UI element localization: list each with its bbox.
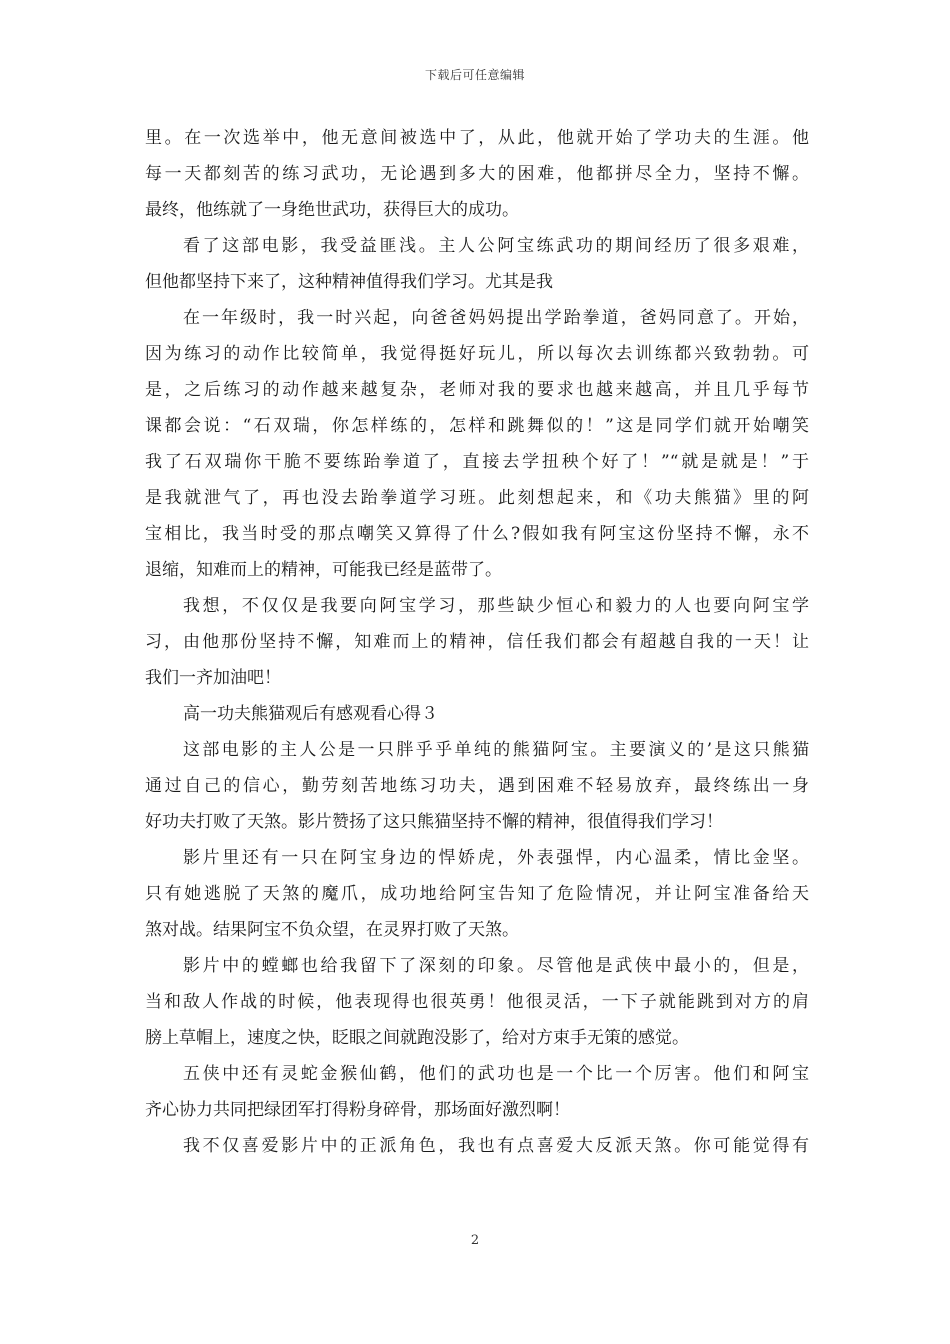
text-line: 影片中的螳螂也给我留下了深刻的印象。尽管他是武侠中最小的，但是， xyxy=(183,956,809,976)
text-line: 习，由他那份坚持不懈，知难而上的精神，信任我们都会有超越自我的一天！让 xyxy=(145,632,809,652)
text-line: 退缩，知难而上的精神，可能我已经是蓝带了。 xyxy=(145,560,502,580)
text-line: 只有她逃脱了天煞的魔爪，成功地给阿宝告知了危险情况，并让阿宝准备给天 xyxy=(145,884,809,904)
paragraph xyxy=(145,840,809,948)
text-line: 我不仅喜爱影片中的正派角色，我也有点喜爱大反派天煞。你可能觉得有 xyxy=(183,1136,809,1156)
text-line: 这部电影的主人公是一只胖乎乎单纯的熊猫阿宝。主要演义的’是这只熊猫 xyxy=(183,740,809,760)
text-line: 高一功夫熊猫观后有感观看心得３ xyxy=(183,704,438,724)
paragraph xyxy=(145,948,809,1056)
text-line: 看了这部电影，我受益匪浅。主人公阿宝练武功的期间经历了很多艰难， xyxy=(183,236,809,256)
text-line: 五侠中还有灵蛇金猴仙鹤，他们的武功也是一个比一个厉害。他们和阿宝 xyxy=(183,1064,809,1084)
paragraph xyxy=(145,1056,809,1128)
text-line: 我想，不仅仅是我要向阿宝学习，那些缺少恒心和毅力的人也要向阿宝学 xyxy=(183,596,809,616)
text-line: 最终，他练就了一身绝世武功，获得巨大的成功。 xyxy=(145,200,519,220)
paragraph xyxy=(145,1128,809,1164)
text-line: 宝相比，我当时受的那点嘲笑又算得了什么?假如我有阿宝这份坚持不懈，永不 xyxy=(145,524,809,544)
text-line: 通过自己的信心，勤劳刻苦地练习功夫，遇到困难不轻易放弃，最终练出一身 xyxy=(145,776,809,796)
text-line: 齐心协力共同把绿团军打得粉身碎骨，那场面好激烈啊！ xyxy=(145,1100,570,1120)
text-line: 我了石双瑞你干脆不要练跆拳道了，直接去学扭秧个好了！”“就是就是！”于 xyxy=(145,452,809,472)
text-line: 在一年级时，我一时兴起，向爸爸妈妈提出学跆拳道，爸妈同意了。开始， xyxy=(183,308,809,328)
page-number: 2 xyxy=(470,1233,480,1248)
text-line: 好功夫打败了天煞。影片赞扬了这只熊猫坚持不懈的精神，很值得我们学习！ xyxy=(145,812,723,832)
paragraph xyxy=(145,696,809,732)
text-line: 我们一齐加油吧！ xyxy=(145,668,281,688)
page-header: 下载后可任意编辑 xyxy=(424,68,525,82)
text-line: 膀上草帽上，速度之快，眨眼之间就跑没影了，给对方束手无策的感觉。 xyxy=(145,1028,689,1048)
paragraph xyxy=(145,120,809,228)
text-line: 是，之后练习的动作越来越复杂，老师对我的要求也越来越高，并且几乎每节 xyxy=(145,380,809,400)
paragraph xyxy=(145,228,809,300)
text-line: 因为练习的动作比较简单，我觉得挺好玩儿，所以每次去训练都兴致勃勃。可 xyxy=(145,344,809,364)
text-line: 每一天都刻苦的练习武功，无论遇到多大的困难，他都拼尽全力，坚持不懈。 xyxy=(145,164,809,184)
text-line: 煞对战。结果阿宝不负众望，在灵界打败了天煞。 xyxy=(145,920,519,940)
text-line: 但他都坚持下来了，这种精神值得我们学习。尤其是我 xyxy=(145,272,553,292)
text-line: 课都会说：“石双瑞，你怎样练的，怎样和跳舞似的！”这是同学们就开始嘲笑 xyxy=(145,416,809,436)
text-line: 影片里还有一只在阿宝身边的悍娇虎，外表强悍，内心温柔，情比金坚。 xyxy=(183,848,809,868)
paragraph xyxy=(145,300,809,588)
text-line: 里。在一次选举中，他无意间被选中了，从此，他就开始了学功夫的生涯。他 xyxy=(145,128,809,148)
text-line: 是我就泄气了，再也没去跆拳道学习班。此刻想起来，和《功夫熊猫》里的阿 xyxy=(145,488,809,508)
paragraph xyxy=(145,732,809,840)
text-line: 当和敌人作战的时候，他表现得也很英勇！他很灵活，一下子就能跳到对方的肩 xyxy=(145,992,809,1012)
paragraph xyxy=(145,588,809,696)
document-body xyxy=(145,120,809,1164)
